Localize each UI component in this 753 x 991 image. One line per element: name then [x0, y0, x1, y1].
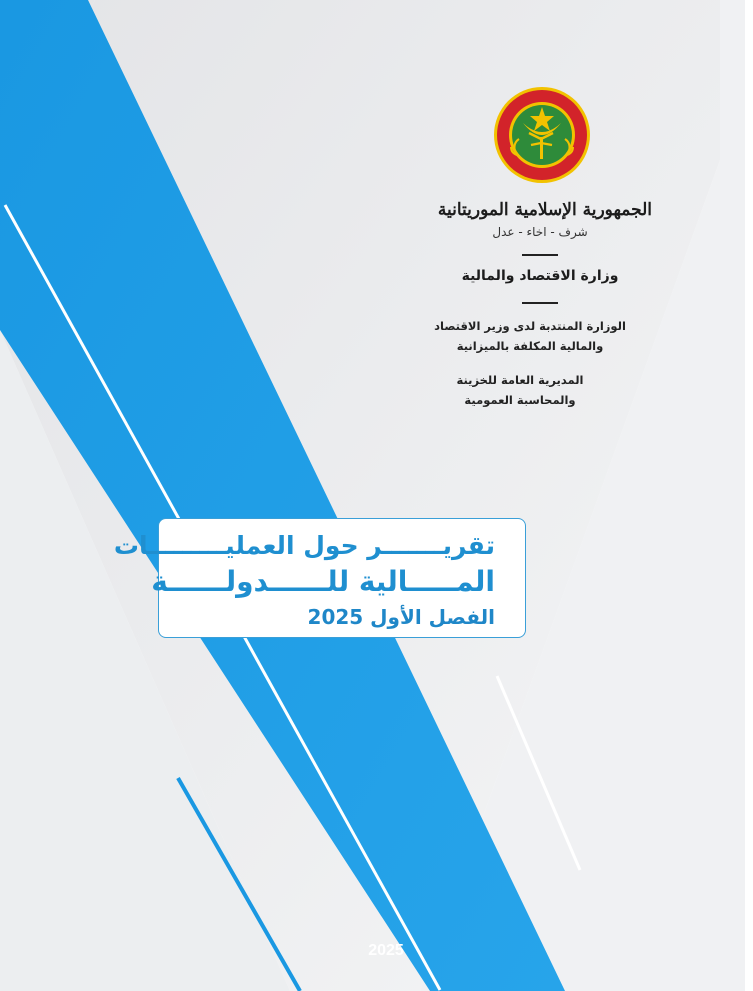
footer-year: 2025: [368, 942, 404, 959]
report-title-line-3: الفصل الأول 2025: [307, 605, 495, 629]
separator-line: [522, 302, 558, 304]
national-emblem-icon: [489, 85, 595, 185]
report-title-line-1: تقريـــــــر حول العمليـــــــــات: [113, 531, 495, 560]
delegated-ministry: [400, 316, 660, 356]
delegated-ministry-line-1: الوزارة المنتدبة لدى وزير الاقتصاد: [434, 319, 626, 333]
separator-line: [522, 254, 558, 256]
ministry-name: وزارة الاقتصاد والمالية: [461, 268, 619, 284]
directorate-line-2: والمحاسبة العمومية: [464, 393, 576, 407]
republic-name: الجمهورية الإسلامية الموريتانية: [437, 200, 652, 220]
directorate-line-1: المديرية العامة للخزينة: [456, 373, 584, 387]
national-motto: شرف - اخاء - عدل: [492, 225, 588, 239]
right-edge-strip: [745, 0, 753, 991]
report-title-line-2: المـــــالية للــــــدولــــــة: [151, 565, 495, 598]
delegated-ministry-line-2: والمالية المكلفة بالميزانية: [456, 339, 604, 353]
report-title-box: [113, 518, 526, 638]
directorate: [400, 370, 640, 410]
